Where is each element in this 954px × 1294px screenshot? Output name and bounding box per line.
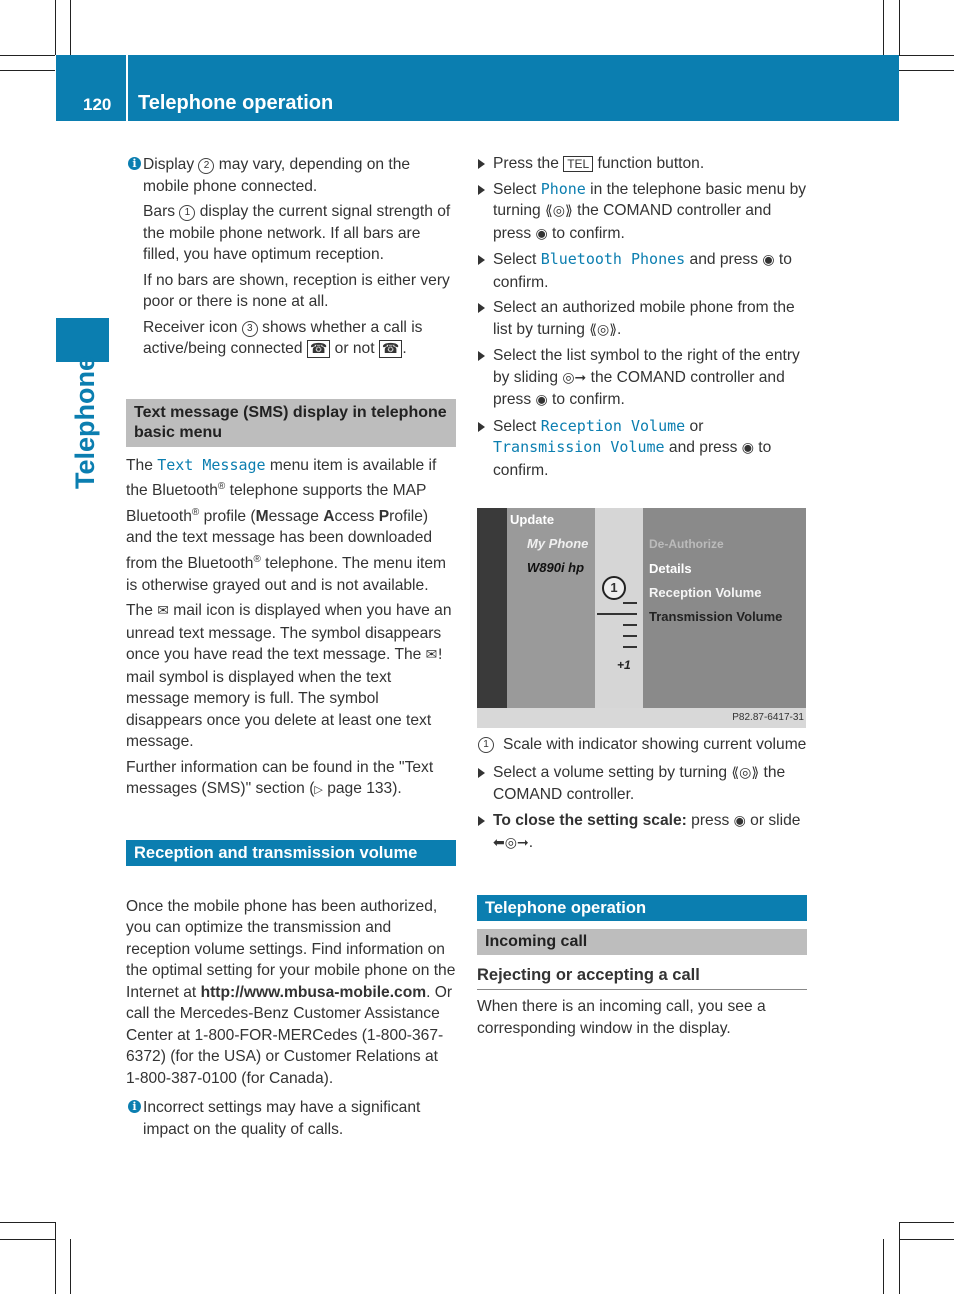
crop-mark: [899, 0, 900, 55]
info-icon: i: [128, 157, 141, 170]
step-arrow-icon: [478, 816, 485, 826]
info-note-volume: i Incorrect settings may have a significant impact on the quality of calls.: [126, 1097, 456, 1140]
scale-tick: [623, 602, 637, 604]
screen-list-item-update: Update: [510, 512, 555, 527]
step-select-bluetooth: Select Bluetooth Phones and press ◉ to confirm.: [477, 249, 807, 293]
step-arrow-icon: [478, 255, 485, 265]
screen-option-deauthorize: De-Authorize: [649, 537, 724, 551]
step-select-mobile: Select an authorized mobile phone from the list by turning ⟪◎⟫.: [477, 297, 807, 341]
slide-controller-icon: ⬅◎➞: [493, 835, 529, 851]
turn-controller-icon: ⟪◎⟫: [545, 203, 573, 219]
menu-reception-volume: Reception Volume: [540, 416, 686, 435]
comand-display-screenshot: [477, 508, 806, 728]
step-select-volume: Select Reception Volume or Transmission Volume and press ◉ to confirm.: [477, 416, 807, 482]
press-controller-icon: ◉: [762, 252, 775, 268]
scale-label: +1: [617, 658, 631, 672]
screen-callout-1: 1: [602, 576, 626, 600]
right-column-lower: [477, 734, 807, 1043]
press-controller-icon: ◉: [535, 225, 548, 242]
mbusa-url: http://www.mbusa-mobile.com: [200, 983, 427, 1001]
figure-code: P82.87-6417-31: [732, 712, 804, 723]
step-arrow-icon: [478, 303, 485, 313]
volume-paragraph: Once the mobile phone has been authorized, you can optimize the transmission and reception volume settings. Find information on the optimal setting for your mobile phone on the Internet at http://www.mbusa-mobile.com. Or call the Mercedes-Benz Customer Assistance Center at 1-800-FOR-MERCedes (1-800-367-6372) (for the USA) or Customer Relations at 1-800-387-0100 (for Canada).: [126, 897, 456, 1087]
callout-3: 3: [242, 321, 258, 337]
scale-tick: [623, 635, 637, 637]
info-note-display: i Display 2 may vary, depending on the mobile phone connected. Bars 1 display the current signal strength of the mobile phone network. If all bars are filled, you have optimum reception. If no bars are shown, reception is either very poor or there is none at all. Receiver icon 3 shows whether a call is active/being connected ☎ or not ☎ .: [126, 154, 456, 361]
crop-mark: [55, 1222, 56, 1294]
step-arrow-icon: [478, 351, 485, 361]
sms-paragraph-1: The Text Message menu item is available if the Bluetooth® telephone supports the MAP Bluetooth® profile (Message Access Profile) and the text message has been downloaded from the Bluetooth® telephone. The menu item is otherwise grayed out and is not available.: [126, 455, 447, 594]
crop-mark: [883, 1239, 884, 1294]
turn-controller-icon: ⟪◎⟫: [589, 321, 618, 338]
incoming-call-heading: Incoming call: [477, 929, 807, 955]
crop-mark: [0, 55, 55, 56]
screen-list-item-myphone: My Phone: [527, 536, 589, 551]
incoming-call-text: When there is an incoming call, you see a corresponding window in the display.: [477, 998, 766, 1037]
menu-phone: Phone: [540, 179, 586, 198]
side-tab-label: Telephone: [70, 355, 100, 489]
screen-scale-panel: [595, 508, 643, 708]
step-close-scale: To close the setting scale: press ◉ or slide ⬅◎➞.: [477, 810, 807, 855]
step-arrow-icon: [478, 422, 485, 432]
crop-mark: [0, 1222, 55, 1223]
scale-tick: [623, 624, 637, 626]
reject-accept-heading: Rejecting or accepting a call: [477, 965, 807, 991]
press-controller-icon: ◉: [733, 812, 746, 829]
press-controller-icon: ◉: [741, 440, 754, 456]
caption-callout-1: 1: [478, 737, 494, 753]
header-divider: [126, 55, 128, 121]
telephone-operation-heading: Telephone operation: [477, 895, 807, 921]
scale-tick: [623, 646, 637, 648]
left-column: [126, 154, 456, 1144]
page-title: Telephone operation: [138, 92, 334, 114]
crop-mark: [70, 1239, 71, 1294]
call-end-icon: ☎: [379, 340, 402, 358]
step-arrow-icon: [478, 185, 485, 195]
screen-option-reception-volume: Reception Volume: [649, 585, 762, 600]
callout-1: 1: [179, 205, 195, 221]
crop-mark: [899, 1239, 954, 1240]
call-active-icon: ☎: [307, 340, 330, 358]
crop-mark: [883, 0, 884, 55]
callout-2: 2: [198, 158, 214, 174]
menu-bluetooth-phones: Bluetooth Phones: [540, 250, 686, 268]
page-header: [56, 55, 899, 121]
crop-mark: [0, 1239, 55, 1240]
menu-transmission-volume: Transmission Volume: [493, 438, 665, 456]
crop-mark: [0, 70, 55, 71]
crop-mark: [899, 1222, 954, 1223]
figure-caption: 1 Scale with indicator showing current volume: [477, 734, 807, 756]
menu-text-message: Text Message: [157, 455, 266, 474]
step-arrow-icon: [478, 159, 485, 169]
slide-right-controller-icon: ◎➞: [562, 369, 587, 386]
step-press-tel: Press the TEL function button.: [477, 153, 807, 175]
info-icon: i: [128, 1100, 141, 1113]
step-select-phone: Select Phone in the telephone basic menu by turning ⟪◎⟫ the COMAND controller and press ◉ to confirm.: [477, 179, 807, 246]
sms-section-heading: Text message (SMS) display in telephone basic menu: [126, 399, 456, 447]
page-number: 120: [83, 95, 112, 114]
screen-left-panel: [477, 508, 507, 708]
mail-full-icon: ✉!: [425, 647, 443, 664]
screen-option-transmission-volume: Transmission Volume: [649, 609, 783, 624]
crop-mark: [899, 55, 954, 56]
screen-option-details: Details: [649, 561, 692, 576]
screen-list-item-w890i: W890i hp: [527, 560, 585, 575]
sms-paragraph-3: Further information can be found in the "Text messages (SMS)" section (▷ page 133).: [126, 758, 434, 798]
step-select-volume-setting: Select a volume setting by turning ⟪◎⟫ the COMAND controller.: [477, 762, 807, 806]
page-ref-arrow-icon: ▷: [314, 784, 323, 797]
crop-mark: [70, 0, 71, 55]
tel-key-icon: TEL: [563, 156, 593, 172]
mail-icon: ✉: [157, 603, 169, 620]
crop-mark: [899, 70, 954, 71]
step-arrow-icon: [478, 768, 485, 778]
press-controller-icon: ◉: [535, 392, 548, 408]
right-column-steps: [477, 153, 807, 485]
step-list-symbol: Select the list symbol to the right of the entry by sliding ◎➞ the COMAND controller and press ◉ to confirm.: [477, 345, 807, 412]
sms-paragraph-2: The ✉ mail icon is displayed when you have an unread text message. The symbol disappears once you have read the text message. The ✉! mail symbol is displayed when the text message memory is full. The symbol disappears once you delete at least one text message.: [126, 602, 452, 751]
turn-controller-icon: ⟪◎⟫: [731, 764, 760, 781]
crop-mark: [55, 0, 56, 55]
volume-section-heading: Reception and transmission volume: [126, 840, 456, 866]
crop-mark: [899, 1222, 900, 1294]
scale-tick: [597, 613, 637, 615]
